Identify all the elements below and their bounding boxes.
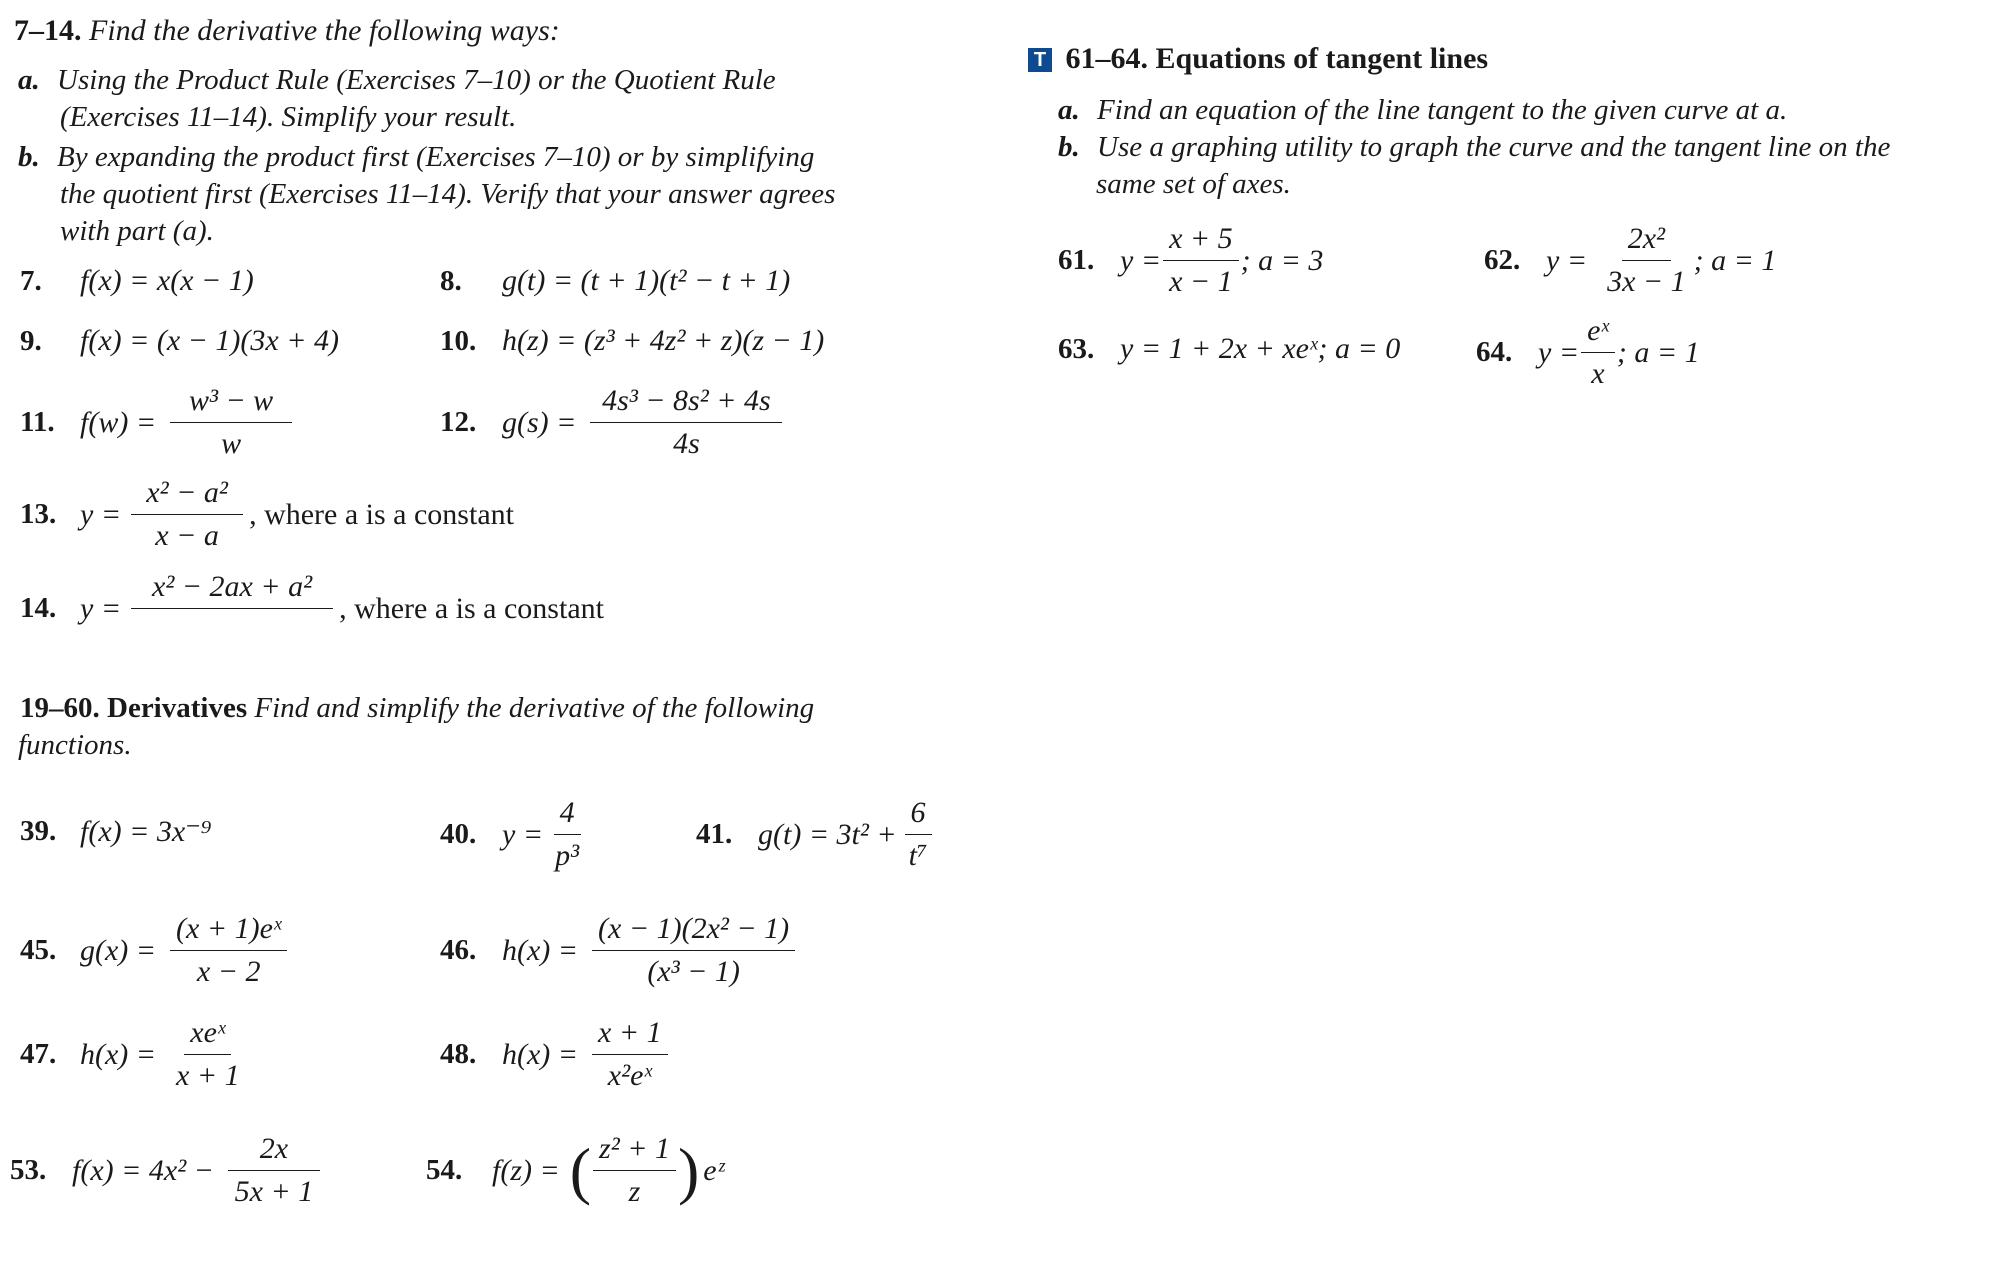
part-b-line2: same set of axes. [1096,168,1291,200]
exercise-lhs: y = [1120,243,1162,277]
exercise-number: 7. [20,264,42,297]
section-instruction: Find the derivative the following ways: [89,14,560,47]
fraction [903,796,934,873]
exercise-number: 12. [440,406,477,438]
denominator: 4s [673,427,700,460]
exercise-number: 62. [1484,244,1521,276]
section-61-64-header [1028,42,1488,76]
exercise-expression: f(x) = (x − 1)(3x + 4) [80,324,339,357]
denominator: (x³ − 1) [647,955,740,988]
exercise-number: 53. [10,1154,47,1186]
exercise-61 [1058,222,1323,299]
exercise-number: 40. [440,818,477,850]
part-a-text: Find an equation of the line tangent to the given curve at a. [1097,94,1788,126]
part-a-line2: (Exercises 11–14). Simplify your result. [60,101,517,133]
denominator: x + 1 [176,1059,240,1092]
numerator: 2x [228,1132,320,1171]
section-range: 7–14. [14,14,82,47]
part-b-line2: the quotient first (Exercises 11–14). Verify that your answer agrees [60,178,836,210]
exercise-9 [20,324,339,358]
exercise-lhs: h(x) = [80,1037,157,1071]
exercise-number: 46. [440,934,477,966]
fraction [1581,314,1615,391]
exercise-number: 14. [20,592,57,624]
exercise-41 [696,796,939,873]
exercise-64 [1476,314,1700,391]
exercise-10 [440,324,824,358]
exercise-8 [440,264,790,298]
exercise-54 [426,1132,724,1209]
denominator: z [628,1175,641,1208]
exercise-lhs: f(x) = 4x² − [72,1153,214,1187]
exercise-number: 61. [1058,244,1095,276]
exercise-lhs: h(x) = [502,1037,579,1071]
exercise-lhs: g(x) = [80,933,157,967]
exercise-11 [20,384,298,461]
numerator: x + 5 [1163,222,1239,261]
exercise-14 [20,570,604,647]
exercise-number: 45. [20,934,57,966]
part-b-label: b. [1058,131,1080,163]
exercise-lhs: y = [1546,243,1588,277]
denominator: x²eˣ [607,1059,652,1092]
exercise-number: 47. [20,1038,57,1070]
numerator: 2x² [1622,222,1671,261]
right-paren: ) [677,1134,700,1206]
numerator: eˣ [1581,314,1615,353]
section-range: 19–60. [20,692,100,724]
exercise-number: 8. [440,264,462,297]
exercise-expression: f(x) = 3x⁻⁹ [80,815,212,848]
tangent-part-b [1058,129,1890,166]
exercise-lhs: g(t) = 3t² + [758,817,897,851]
exercise-lhs: y = [1538,335,1580,369]
section-range: 61–64. [1065,42,1148,75]
exercise-number: 63. [1058,332,1095,365]
exercise-47 [20,1016,252,1093]
section-title: Derivatives [107,692,248,724]
denominator: x − 2 [196,955,261,988]
fraction [593,1132,676,1209]
left-paren: ( [569,1134,592,1206]
exercise-46 [440,912,801,989]
denominator: x − a [155,519,219,552]
exercise-number: 48. [440,1038,477,1070]
technology-badge: T [1028,48,1052,72]
exercise-lhs: h(x) = [502,933,579,967]
numerator: x² − a² [131,476,243,515]
exercise-7 [20,264,254,298]
exercise-note: , where a is a constant [249,497,514,531]
exercise-tail: ; a = 1 [1616,335,1700,369]
numerator: (x + 1)eˣ [170,912,287,951]
fraction [228,1132,320,1209]
exercise-number: 13. [20,498,57,530]
exercise-48 [440,1016,674,1093]
part-b [18,139,814,176]
part-a-label: a. [18,64,40,96]
fraction [549,796,585,873]
exercise-lhs: y = [502,817,544,851]
fraction [592,1016,668,1093]
section-instruction-line1: Find and simplify the derivative of the following [254,692,815,724]
exercise-number: 64. [1476,336,1513,368]
tangent-part-a [1058,92,1787,129]
exercise-13 [20,476,514,553]
numerator: w³ − w [170,384,292,423]
numerator: (x − 1)(2x² − 1) [592,912,795,951]
exercise-53 [10,1132,326,1209]
denominator: t⁷ [908,839,928,872]
denominator: p³ [555,839,580,872]
fraction [1601,222,1692,299]
part-b-line1: By expanding the product first (Exercises 7–10) or by simplifying [57,141,815,173]
exercise-number: 39. [20,815,57,847]
exercise-lhs: f(w) = [80,405,157,439]
denominator: 5x + 1 [234,1175,314,1208]
fraction [170,912,287,989]
denominator [226,609,238,647]
exercise-lhs: y = [80,497,122,531]
denominator: x [1591,357,1605,390]
numerator: 4 [554,796,581,835]
exercise-expression: g(t) = (t + 1)(t² − t + 1) [502,264,791,297]
exercise-tail: eᶻ [703,1153,724,1187]
fraction [590,384,782,461]
part-b-line3: with part (a). [60,215,214,247]
part-a-label: a. [1058,94,1080,126]
section-7-14-header [14,14,560,48]
numerator: xeˣ [184,1016,231,1055]
exercise-39 [20,814,211,849]
exercise-number: 54. [426,1154,463,1186]
section-title: Equations of tangent lines [1155,42,1489,75]
fraction [170,384,292,461]
section-19-60-header [20,692,814,725]
numerator: z² + 1 [593,1132,676,1171]
part-b-line1: Use a graphing utility to graph the curve and the tangent line on the [1097,131,1891,163]
exercise-expression: y = 1 + 2x + xeˣ; a = 0 [1120,332,1401,365]
denominator: x − 1 [1169,265,1233,298]
exercise-number: 9. [20,324,42,357]
part-a [18,62,776,99]
exercise-lhs: f(z) = [492,1153,560,1187]
exercise-number: 41. [696,818,733,850]
exercise-tail: ; a = 1 [1693,243,1777,277]
exercise-number: 10. [440,324,477,357]
fraction [131,476,243,553]
fraction [592,912,795,989]
exercise-45 [20,912,293,989]
denominator: w [221,427,242,460]
numerator: 4s³ − 8s² + 4s [590,384,782,423]
exercise-lhs: g(s) = [502,405,577,439]
exercise-expression: f(x) = x(x − 1) [80,264,254,297]
exercise-12 [440,384,788,461]
fraction [1163,222,1239,299]
fraction [131,570,333,647]
numerator: x + 1 [592,1016,668,1055]
exercise-40 [440,796,591,873]
exercise-63 [1058,332,1400,366]
exercise-note: , where a is a constant [339,591,604,625]
numerator: x² − 2ax + a² [131,570,333,609]
denominator: 3x − 1 [1607,265,1686,298]
fraction [170,1016,246,1093]
exercise-expression: h(z) = (z³ + 4z² + z)(z − 1) [502,324,825,357]
exercise-tail: ; a = 3 [1240,243,1324,277]
numerator: 6 [905,796,932,835]
exercise-62 [1484,222,1776,299]
part-a-line1: Using the Product Rule (Exercises 7–10) or the Quotient Rule [57,64,776,96]
exercise-number: 11. [20,406,55,438]
part-b-label: b. [18,141,40,173]
section-instruction-line2: functions. [18,729,132,761]
exercise-lhs: y = [80,591,122,625]
